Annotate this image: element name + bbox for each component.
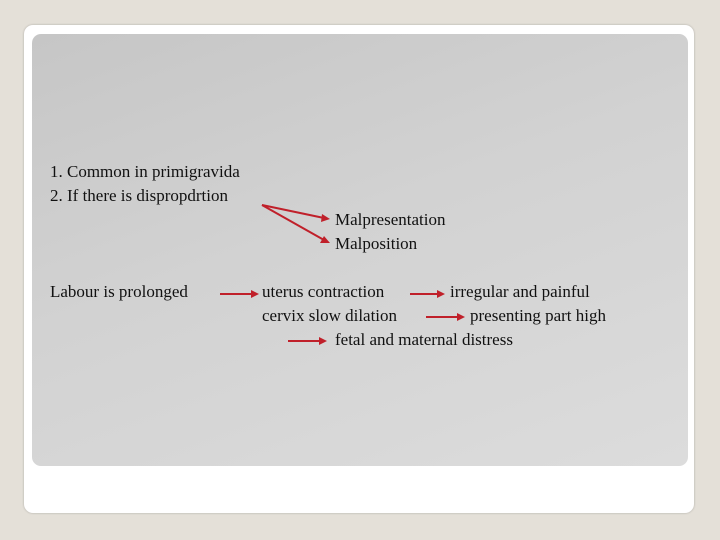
arrowhead-cervix-presenting	[457, 313, 465, 321]
cervix-dilation-label: cervix slow dilation	[262, 306, 398, 325]
item-common-primigravida: 1. Common in primigravida	[50, 162, 240, 181]
arrowhead-labour-uterus	[251, 290, 259, 298]
malposition-label: Malposition	[335, 234, 418, 253]
arrow-to-malposition	[262, 205, 324, 240]
uterus-contraction-label: uterus contraction	[262, 282, 385, 301]
malpresentation-label: Malpresentation	[335, 210, 446, 229]
arrowhead-uterus-irregular	[437, 290, 445, 298]
presenting-part-label: presenting part high	[470, 306, 606, 325]
item-disproportion: 2. If there is dispropdrtion	[50, 186, 228, 205]
arrowhead-malpresentation	[321, 214, 330, 222]
arrow-to-malpresentation	[262, 205, 324, 218]
arrowhead-fetal-distress	[319, 337, 327, 345]
irregular-painful-label: irregular and painful	[450, 282, 590, 301]
labour-prolonged-label: Labour is prolonged	[50, 282, 188, 301]
fetal-maternal-distress-label: fetal and maternal distress	[335, 330, 513, 349]
